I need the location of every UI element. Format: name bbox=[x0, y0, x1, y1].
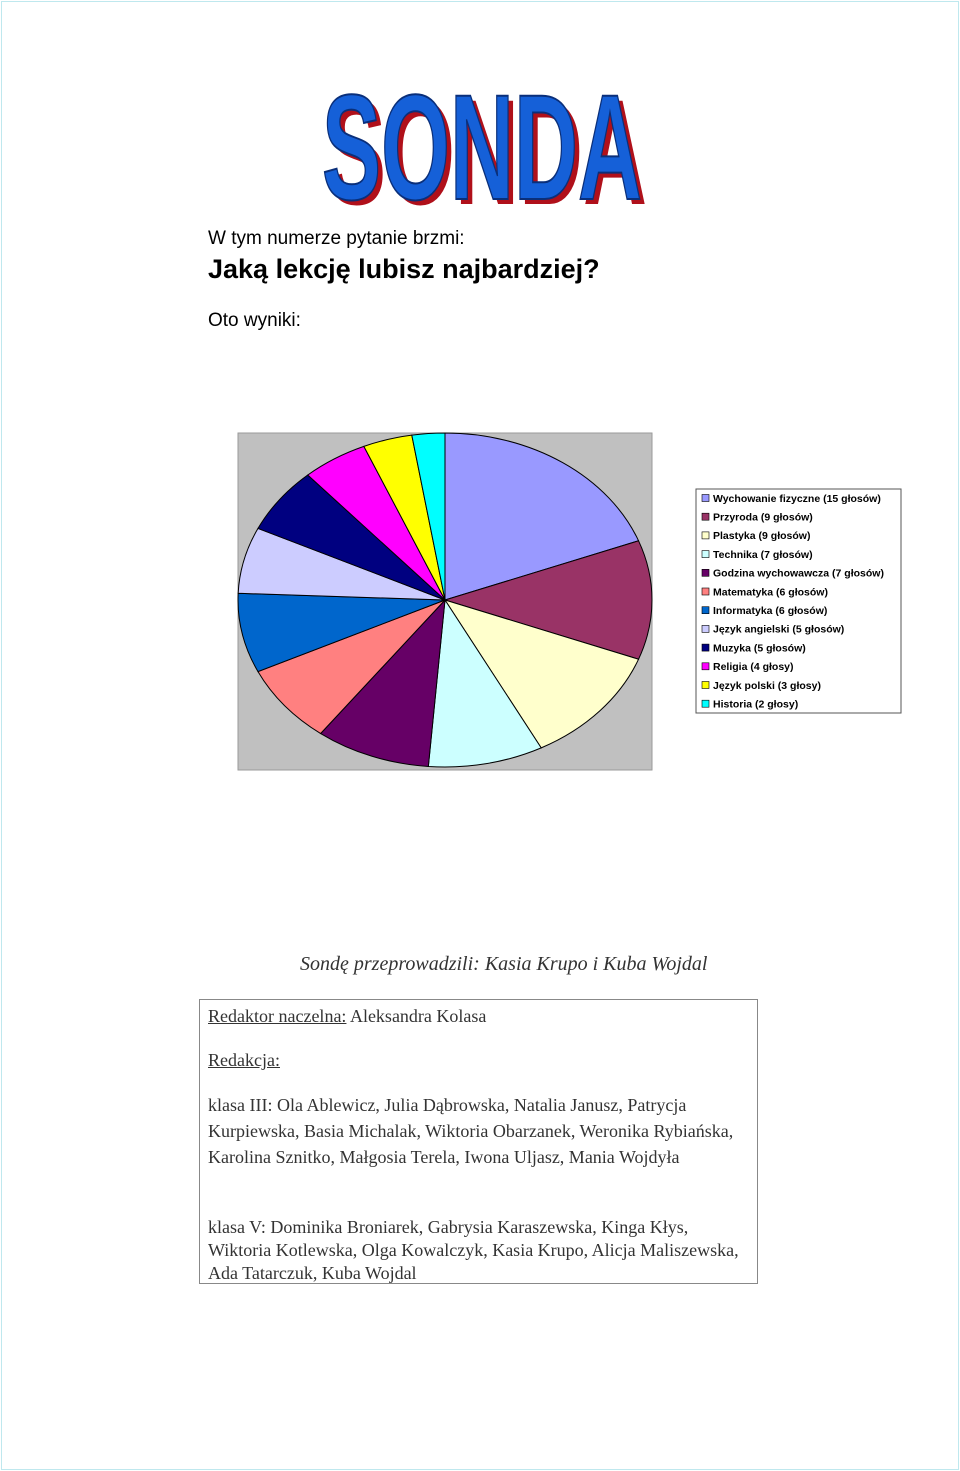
legend-label: Religia (4 głosy) bbox=[713, 661, 794, 674]
legend bbox=[696, 489, 901, 713]
legend-label: Plastyka (9 głosów) bbox=[713, 530, 811, 543]
editor-name: Aleksandra Kolasa bbox=[346, 1006, 487, 1026]
legend-swatch bbox=[702, 513, 709, 520]
editorial-staff-box bbox=[199, 999, 758, 1284]
pie-slices bbox=[238, 433, 652, 767]
pie-chart bbox=[236, 431, 904, 773]
legend-swatch bbox=[702, 532, 709, 539]
legend-swatch bbox=[702, 682, 709, 689]
legend-label: Godzina wychowawcza (7 głosów) bbox=[713, 567, 884, 580]
legend-label: Język angielski (5 głosów) bbox=[713, 623, 845, 636]
legend-label: Język polski (3 głosy) bbox=[713, 679, 821, 692]
staff-label: Redakcja: bbox=[208, 1050, 280, 1070]
editor-row bbox=[208, 1006, 486, 1027]
legend-swatch bbox=[702, 644, 709, 651]
logo-text: SONDA bbox=[322, 63, 642, 222]
staff-row bbox=[208, 1050, 280, 1071]
legend-label: Informatyka (6 głosów) bbox=[713, 605, 828, 617]
intro-line: W tym numerze pytanie brzmi: bbox=[208, 228, 465, 249]
class-iii-staff: klasa III: Ola Ablewicz, Julia Dąbrowska, Natalia Janusz, Patrycja Kurpiewska, Basia Michalak, Wiktoria Obarzanek, Weronika Rybiańska, Karolina Sznitko, Małgosia Terela, Iwona Uljasz, Mania Wojdyła bbox=[208, 1095, 734, 1167]
class-v-staff: klasa V: Dominika Broniarek, Gabrysia Karaszewska, Kinga Kłys, Wiktoria Kotlewska, Olga Kowalczyk, Kasia Krupo, Alicja Maliszewska, Ada Tatarczuk, Kuba Wojdal bbox=[208, 1217, 739, 1283]
legend-label: Technika (7 głosów) bbox=[713, 548, 813, 561]
legend-swatch bbox=[702, 663, 709, 670]
survey-question: Jaką lekcję lubisz najbardziej? bbox=[208, 254, 600, 284]
survey-conductors: Sondę przeprowadzili: Kasia Krupo i Kuba Wojdal bbox=[300, 953, 708, 975]
legend-label: Wychowanie fizyczne (15 głosów) bbox=[713, 492, 881, 505]
editor-label: Redaktor naczelna: bbox=[208, 1006, 347, 1026]
sonda-logo bbox=[314, 52, 654, 222]
legend-swatch bbox=[702, 588, 709, 595]
legend-label: Matematyka (6 głosów) bbox=[713, 586, 828, 599]
legend-swatch bbox=[702, 700, 709, 707]
legend-swatch bbox=[702, 551, 709, 558]
legend-swatch bbox=[702, 569, 709, 576]
legend-label: Historia (2 głosy) bbox=[713, 698, 799, 711]
legend-swatch bbox=[702, 625, 709, 632]
legend-label: Przyroda (9 głosów) bbox=[713, 511, 813, 524]
logo-shadow: SONDA bbox=[327, 68, 647, 222]
results-label: Oto wyniki: bbox=[208, 310, 301, 331]
legend-swatch bbox=[702, 607, 709, 614]
legend-label: Muzyka (5 głosów) bbox=[713, 642, 806, 655]
legend-swatch bbox=[702, 495, 709, 502]
